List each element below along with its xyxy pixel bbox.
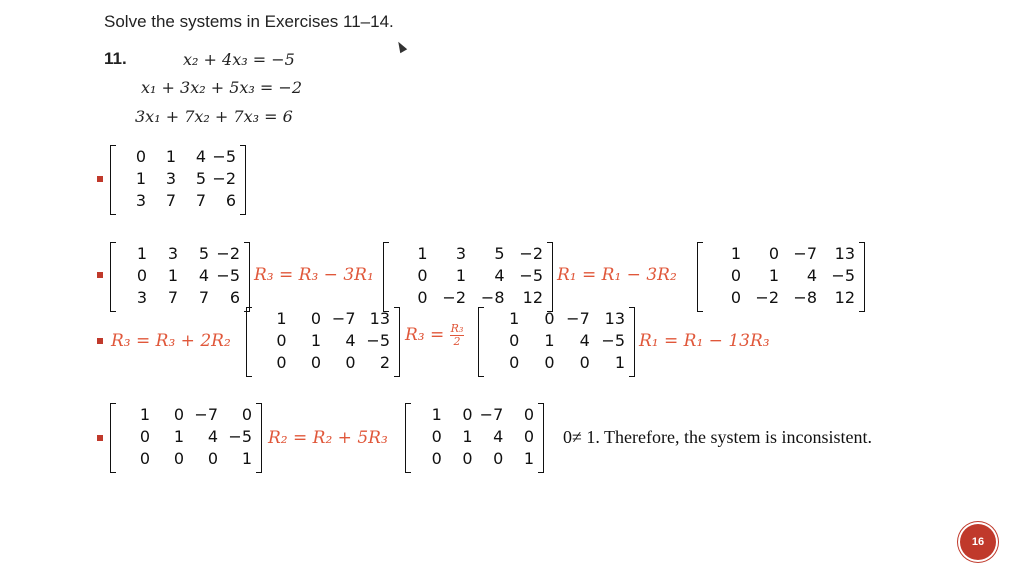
left-bracket <box>383 242 389 312</box>
matrix-m4 <box>246 307 400 377</box>
matrix-m1 <box>110 242 250 312</box>
matrix-cell: 0 <box>431 449 442 468</box>
matrix-cell: −5 <box>831 266 855 285</box>
fraction-numerator: R₃ <box>450 322 464 335</box>
matrix-cell: 7 <box>198 288 209 307</box>
matrix-cell: 0 <box>509 331 520 350</box>
matrix-cell: 0 <box>462 449 473 468</box>
matrix-cell: 0 <box>310 353 321 372</box>
right-bracket <box>256 403 262 473</box>
matrix-cell: −2 <box>216 244 240 263</box>
matrix-cell: 0 <box>173 449 184 468</box>
matrix-cell: −5 <box>216 266 240 285</box>
left-bracket <box>246 307 252 377</box>
matrix-cell: −2 <box>519 244 543 263</box>
matrix-row <box>118 188 238 214</box>
matrix-m3 <box>697 242 865 312</box>
matrix-cell: 1 <box>276 309 287 328</box>
matrix-cell: 0 <box>523 405 534 424</box>
matrix-cell: 5 <box>198 244 209 263</box>
matrix-cell: 1 <box>136 244 147 263</box>
left-bracket <box>478 307 484 377</box>
matrix-cell: 4 <box>198 266 209 285</box>
matrix-cell: 4 <box>493 427 504 446</box>
row-op-2: R₁ = R₁ − 3R₂ <box>557 265 677 285</box>
page-number-badge: 16 <box>960 524 996 560</box>
matrix-cell: 1 <box>544 331 555 350</box>
matrix-cell: 1 <box>431 405 442 424</box>
matrix-cell: 5 <box>195 169 206 188</box>
right-bracket <box>859 242 865 312</box>
matrix-cell: 0 <box>493 449 504 468</box>
matrix-cell: −2 <box>212 169 236 188</box>
matrix-cell: 1 <box>730 244 741 263</box>
matrix-cell: 6 <box>229 288 240 307</box>
matrix-cell: 4 <box>207 427 218 446</box>
matrix-cell: 3 <box>455 244 466 263</box>
right-bracket <box>244 242 250 312</box>
left-bracket <box>110 242 116 312</box>
matrix-m5 <box>478 307 635 377</box>
matrix-cell: 0 <box>730 266 741 285</box>
matrix-cell: 0 <box>509 353 520 372</box>
matrix-cell: 0 <box>276 331 287 350</box>
right-bracket <box>547 242 553 312</box>
bullet-icon <box>97 338 103 344</box>
matrix-cell: 12 <box>522 288 543 307</box>
matrix-cell: 7 <box>167 288 178 307</box>
matrix-cell: 1 <box>167 266 178 285</box>
matrix-cell: 1 <box>417 244 428 263</box>
matrix-cell: 7 <box>195 191 206 210</box>
matrix-cell: 0 <box>139 449 150 468</box>
matrix-cell: −5 <box>212 147 236 166</box>
matrix-cell: −2 <box>442 288 466 307</box>
matrix-cell: 3 <box>167 244 178 263</box>
fraction-denominator: 2 <box>453 335 461 348</box>
matrix-m7 <box>405 403 544 473</box>
equation-2: x₁ + 3x₂ + 5x₃ = −2 <box>141 78 302 97</box>
conclusion-text: 0≠ 1. Therefore, the system is inconsistent. <box>563 427 872 447</box>
matrix-cell: 0 <box>345 353 356 372</box>
left-bracket <box>697 242 703 312</box>
matrix-cell: −5 <box>601 331 625 350</box>
matrix-row <box>705 285 857 311</box>
matrix-cell: 4 <box>494 266 505 285</box>
exercise-number: 11. <box>104 49 127 68</box>
matrix-cell: 0 <box>173 405 184 424</box>
equation-3: 3x₁ + 7x₂ + 7x₃ = 6 <box>135 107 293 126</box>
matrix-cell: 1 <box>139 405 150 424</box>
matrix-cell: −7 <box>194 405 218 424</box>
right-bracket <box>240 145 246 215</box>
matrix-cell: 3 <box>135 191 146 210</box>
bullet-icon <box>97 272 103 278</box>
matrix-row <box>413 446 536 472</box>
row-op-5: R₁ = R₁ − 13R₃ <box>639 331 770 351</box>
matrix-cell: −5 <box>519 266 543 285</box>
matrix-cell: 0 <box>139 427 150 446</box>
matrix-cell: 0 <box>523 427 534 446</box>
equation-1: x₂ + 4x₃ = −5 <box>183 50 295 69</box>
matrix-cell: 1 <box>523 449 534 468</box>
matrix-cell: 5 <box>494 244 505 263</box>
matrix-cell: 1 <box>509 309 520 328</box>
matrix-cell: 0 <box>579 353 590 372</box>
matrix-cell: 0 <box>544 353 555 372</box>
matrix-cell: 1 <box>614 353 625 372</box>
matrix-row <box>118 446 254 472</box>
row-op-4-fraction <box>450 323 465 348</box>
matrix-cell: 7 <box>165 191 176 210</box>
matrix-cell: −5 <box>228 427 252 446</box>
matrix-cell: 4 <box>195 147 206 166</box>
row-op-3: R₃ = R₃ + 2R₂ <box>111 331 231 351</box>
matrix-cell: 4 <box>579 331 590 350</box>
matrix-cell: −2 <box>755 288 779 307</box>
matrix-cell: −8 <box>793 288 817 307</box>
left-bracket <box>110 403 116 473</box>
row-op-6: R₂ = R₂ + 5R₃ <box>268 428 388 448</box>
matrix-cell: −7 <box>793 244 817 263</box>
matrix-cell: 1 <box>241 449 252 468</box>
matrix-cell: 0 <box>730 288 741 307</box>
matrix-row <box>118 285 242 311</box>
matrix-cell: 6 <box>225 191 236 210</box>
matrix-cell: 0 <box>431 427 442 446</box>
matrix-cell: 1 <box>768 266 779 285</box>
matrix-cell: 13 <box>369 309 390 328</box>
matrix-cell: 0 <box>462 405 473 424</box>
matrix-cell: 0 <box>136 266 147 285</box>
matrix-m0 <box>110 145 246 215</box>
matrix-cell: −7 <box>566 309 590 328</box>
matrix-row <box>486 350 627 376</box>
left-bracket <box>405 403 411 473</box>
bullet-icon <box>97 176 103 182</box>
matrix-cell: 0 <box>276 353 287 372</box>
matrix-cell: −7 <box>331 309 356 328</box>
matrix-cell: 0 <box>310 309 321 328</box>
matrix-cell: 0 <box>207 449 218 468</box>
mouse-cursor-icon <box>395 40 407 54</box>
matrix-row <box>254 350 392 376</box>
matrix-m6 <box>110 403 262 473</box>
matrix-cell: 1 <box>455 266 466 285</box>
matrix-cell: 0 <box>135 147 146 166</box>
matrix-cell: 13 <box>834 244 855 263</box>
matrix-cell: 1 <box>462 427 473 446</box>
matrix-cell: 13 <box>604 309 625 328</box>
matrix-cell: 3 <box>165 169 176 188</box>
matrix-m2 <box>383 242 553 312</box>
matrix-cell: 0 <box>768 244 779 263</box>
matrix-cell: 12 <box>834 288 855 307</box>
exercise-heading: Solve the systems in Exercises 11–14. <box>104 12 394 31</box>
matrix-cell: −7 <box>479 405 504 424</box>
row-op-4-lhs: R₃ = <box>405 325 445 345</box>
matrix-cell: 0 <box>417 288 428 307</box>
right-bracket <box>538 403 544 473</box>
bullet-icon <box>97 435 103 441</box>
matrix-cell: 0 <box>544 309 555 328</box>
matrix-cell: 1 <box>310 331 321 350</box>
matrix-cell: 1 <box>173 427 184 446</box>
row-op-4 <box>405 323 464 348</box>
right-bracket <box>394 307 400 377</box>
matrix-cell: 1 <box>135 169 146 188</box>
matrix-cell: −5 <box>366 331 390 350</box>
matrix-cell: 4 <box>345 331 356 350</box>
row-op-1: R₃ = R₃ − 3R₁ <box>254 265 374 285</box>
matrix-cell: 0 <box>241 405 252 424</box>
matrix-cell: −8 <box>480 288 505 307</box>
matrix-cell: 0 <box>417 266 428 285</box>
matrix-cell: 3 <box>136 288 147 307</box>
right-bracket <box>629 307 635 377</box>
matrix-cell: 2 <box>379 353 390 372</box>
matrix-cell: 1 <box>165 147 176 166</box>
matrix-cell: 4 <box>806 266 817 285</box>
